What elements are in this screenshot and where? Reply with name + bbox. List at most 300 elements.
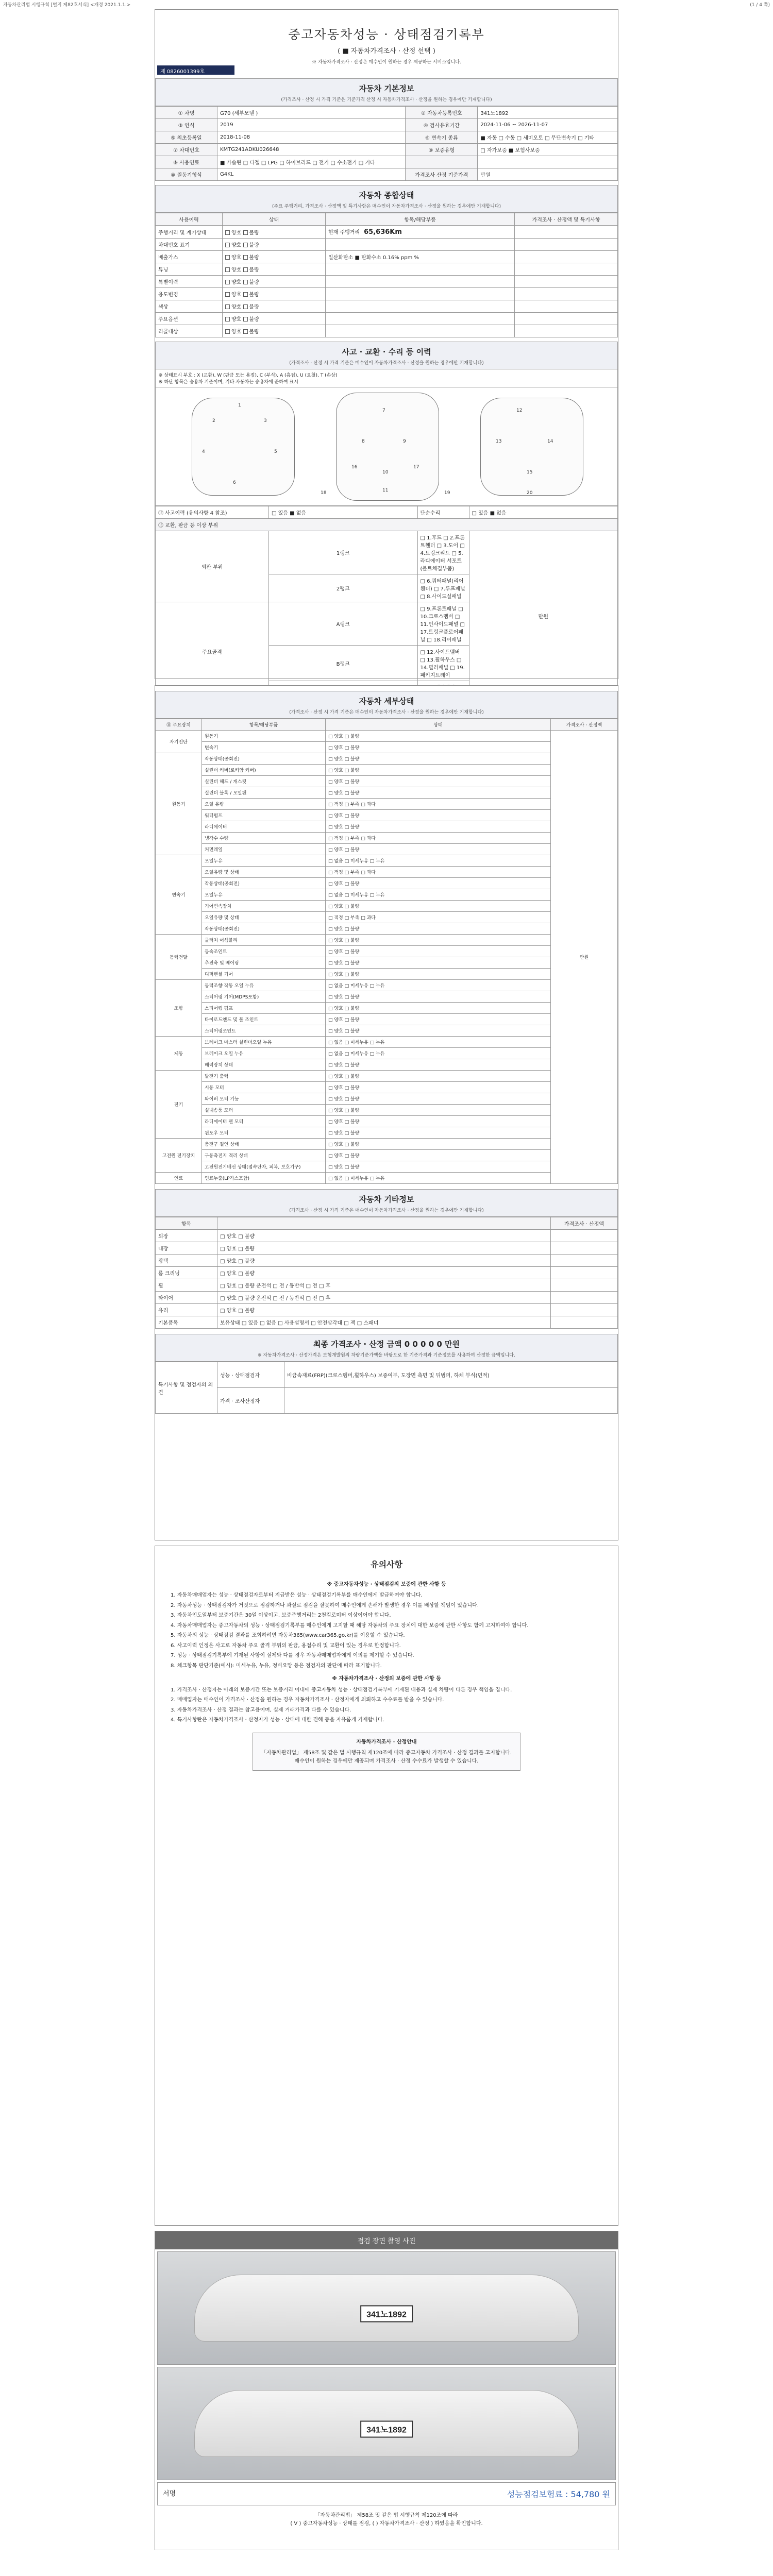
pricing-guide-text: 「자동차관리법」 제58조 및 같은 법 시행규칙 제120조에 따라 중고자동차 가격조사 · 산정 결과를 고지합니다. 매수인이 원하는 경우에만 제공되며 가격조사 · 산정 수수료가 발생할 수 있습니다. xyxy=(261,1750,512,1764)
basic-info-title: 자동차 기본정보 xyxy=(359,84,414,93)
other-item-state: □ 양호 □ 불량 운전석 □ 전 / 동반석 □ 전 □ 후 xyxy=(217,1279,551,1292)
notice-item: 7. 성능 · 상태점검기록부에 기재된 사항이 실제와 다를 경우 자동차매매업자에게 이의를 제기할 수 있습니다. xyxy=(171,1653,414,1659)
detail-item-label: 작동상태(공회전) xyxy=(202,753,326,765)
basic-key: ⑨ 사용연료 xyxy=(156,156,217,168)
checkbox-good xyxy=(225,329,230,334)
summary-row xyxy=(156,276,618,288)
special-notes-table xyxy=(155,1362,618,1414)
detail-row xyxy=(156,1116,618,1127)
car-outline-front xyxy=(192,398,295,496)
other-row xyxy=(156,1255,618,1267)
detail-item-state: □ 양호 □ 불량 xyxy=(326,1161,551,1173)
other-item-state: □ 양호 □ 불량 xyxy=(217,1230,551,1242)
outer-panel-label: 외판 부위 xyxy=(156,531,269,602)
other-note: (가격조사 · 산정 시 가격 기준은 매수인이 자동차가격조사 · 산정을 원하는 경우에만 기재합니다) xyxy=(289,1208,484,1213)
emission-value: 일산화탄소 ■ 탄화수소 0.16% ppm % xyxy=(328,255,419,261)
detail-price-unit: 만원 xyxy=(551,731,618,1184)
summary-row-detail xyxy=(326,263,515,276)
notice-list-1 xyxy=(171,1591,602,1670)
detail-item-label: 냉각수 수량 xyxy=(202,833,326,844)
detail-row xyxy=(156,765,618,776)
detail-item-state: □ 적정 □ 부족 □ 과다 xyxy=(326,867,551,878)
accident-price-unit: 만원 xyxy=(469,531,618,701)
detail-item-state: □ 없음 □ 미세누유 □ 누유 xyxy=(326,980,551,991)
summary-row-detail xyxy=(326,288,515,300)
final-amount-header xyxy=(155,1334,618,1362)
detail-item-state: □ 양호 □ 불량 xyxy=(326,1014,551,1025)
notice-item: 1. 가격조사 · 산정자는 아래의 보증기간 또는 보증거리 이내에 중고자동차 성능 · 상태점검기록부에 기재된 내용과 실제 차량이 다른 경우 책임을 집니다. xyxy=(171,1687,512,1693)
summary-row xyxy=(156,300,618,313)
detail-item-label: 오일유량 및 상태 xyxy=(202,867,326,878)
summary-row-price xyxy=(515,263,618,276)
detail-item-state: □ 양호 □ 불량 xyxy=(326,946,551,957)
insurance-fee: 성능점검보험료 : 54,780 원 xyxy=(507,2489,610,2499)
basic-value: ■ 가솔린 □ 디젤 □ LPG □ 하이브리드 □ 전기 □ 수소전기 □ 기타 xyxy=(217,156,406,168)
detail-group-label: 고전원 전기장치 xyxy=(156,1139,202,1173)
part-heading: ⑬ 교환, 판금 등 이상 부위 xyxy=(156,519,618,531)
summary-col-state: 상태 xyxy=(223,213,326,226)
other-row xyxy=(156,1292,618,1304)
detail-group-label: 연료 xyxy=(156,1173,202,1184)
rank2-items: □ 6.쿼터패널(리어휀더) □ 7.루프패널 □ 8.사이드실패널 xyxy=(417,574,469,602)
basic-key: ④ 검사유효기간 xyxy=(406,119,478,131)
panel-number: 2 xyxy=(212,418,215,423)
detail-item-state: □ 양호 □ 불량 xyxy=(326,810,551,821)
other-item-label: 유리 xyxy=(156,1304,217,1316)
top-bar xyxy=(0,0,773,7)
notice-item: 3. 자동차인도일부터 보증기간은 30일 이상이고, 보증주행거리는 2천킬로미터 이상이어야 합니다. xyxy=(171,1613,391,1619)
detail-row xyxy=(156,901,618,912)
detail-item-state: □ 양호 □ 불량 xyxy=(326,731,551,742)
basic-key xyxy=(406,156,478,168)
panel-number: 18 xyxy=(321,490,327,496)
notice-item: 1. 자동차매매업자는 성능 · 상태점검자로부터 지급받은 성능 · 상태점검기록부를 매수인에게 발급하여야 합니다. xyxy=(171,1592,423,1599)
detail-item-label: 실린더 커버(로커암 커버) xyxy=(202,765,326,776)
summary-table xyxy=(155,213,618,337)
panel-number: 8 xyxy=(362,439,365,444)
detail-group-label: 제동 xyxy=(156,1037,202,1071)
basic-key: ② 자동차등록번호 xyxy=(406,107,478,119)
notice-subheading-1: ※ 중고자동차성능 · 상태점검의 보증에 관한 사항 등 xyxy=(327,1581,446,1587)
detail-item-label: 워터펌프 xyxy=(202,810,326,821)
detail-item-state: □ 양호 □ 불량 xyxy=(326,901,551,912)
detail-row xyxy=(156,787,618,799)
frame-b-items: □ 12.사이드멤버 □ 13.휠하우스 □ 14.필러패널 □ 19.패키지트레이 xyxy=(417,646,469,681)
basic-value: 2024-11-06 ~ 2026-11-07 xyxy=(478,119,618,131)
basic-value: ■ 자동 □ 수동 □ 세미오토 □ 무단변속기 □ 기타 xyxy=(478,131,618,144)
detail-row xyxy=(156,1139,618,1150)
detail-group-label: 자기진단 xyxy=(156,731,202,753)
summary-col-item: 항목/해당부품 xyxy=(326,213,515,226)
accident-header xyxy=(155,342,618,369)
detail-item-state: □ 양호 □ 불량 xyxy=(326,935,551,946)
basic-key: ⑦ 차대번호 xyxy=(156,144,217,156)
detail-item-label: 타이로드엔드 및 볼 조인트 xyxy=(202,1014,326,1025)
detail-row xyxy=(156,1173,618,1184)
signature-label: 서명 xyxy=(163,2490,176,2498)
other-item-state: □ 양호 □ 불량 xyxy=(217,1255,551,1267)
basic-info-table xyxy=(155,106,618,181)
other-item-label: 휠 xyxy=(156,1279,217,1292)
detail-item-label: 와이퍼 모터 기능 xyxy=(202,1093,326,1105)
detail-item-label: 브레이크 오일 누유 xyxy=(202,1048,326,1059)
checkbox-good xyxy=(225,230,230,235)
summary-row-label: 색상 xyxy=(156,300,223,313)
detail-item-state: □ 양호 □ 불량 xyxy=(326,923,551,935)
detail-item-state: □ 양호 □ 불량 xyxy=(326,878,551,889)
accident-history-value: □ 있음 ■ 없음 xyxy=(269,506,418,519)
detail-col-price: 가격조사 · 산정액 xyxy=(551,719,618,731)
detail-row xyxy=(156,935,618,946)
detail-item-state: □ 양호 □ 불량 xyxy=(326,1127,551,1139)
basic-info-note: (가격조사 · 산정 시 가격 기준은 기준가격 산정 시 자동차가격조사 · 산정을 원하는 경우에만 기재합니다) xyxy=(281,97,492,103)
detail-item-label: 라디에이터 xyxy=(202,821,326,833)
detail-col-device: ⑭ 주요장치 xyxy=(156,719,202,731)
detail-item-label: 스티어링 펌프 xyxy=(202,1003,326,1014)
license-plate: 341노1892 xyxy=(360,2305,413,2322)
detail-item-state: □ 양호 □ 불량 xyxy=(326,969,551,980)
checkbox-bad xyxy=(243,317,248,321)
detail-row xyxy=(156,1105,618,1116)
detail-item-state: □ 양호 □ 불량 xyxy=(326,1093,551,1105)
accident-note: (가격조사 · 산정 시 가격 기준은 매수인이 자동차가격조사 · 산정을 원하는 경우에만 기재합니다) xyxy=(289,361,484,366)
detail-group-label: 전기 xyxy=(156,1071,202,1139)
detail-item-state: □ 양호 □ 불량 xyxy=(326,991,551,1003)
detail-row xyxy=(156,742,618,753)
checkbox-good xyxy=(225,243,230,247)
basic-value: 2019 xyxy=(217,119,406,131)
document-number-label: 제 xyxy=(160,69,165,75)
other-table xyxy=(155,1217,618,1329)
pricer-label: 가격 · 조사산정자 xyxy=(217,1388,284,1414)
detail-item-label: 작동상태(공회전) xyxy=(202,878,326,889)
detail-item-label: 추진축 및 베어링 xyxy=(202,957,326,969)
detail-item-label: 라디에이터 팬 모터 xyxy=(202,1116,326,1127)
car-outline-under xyxy=(480,398,583,496)
notice-subheading-2: ※ 자동차가격조사 · 산정의 보증에 관한 사항 등 xyxy=(332,1676,441,1682)
basic-info-row xyxy=(156,144,618,156)
notice-item: 4. 자동차매매업자는 중고자동차의 성능 · 상태점검기록부를 매수인에게 고지할 때 해당 자동차의 주요 장치에 대한 보증에 관한 사항도 함께 고지하여야 합니다. xyxy=(171,1622,529,1629)
panel-number: 1 xyxy=(238,403,241,408)
detail-item-state: □ 양호 □ 불량 xyxy=(326,1059,551,1071)
basic-value: 341노1892 xyxy=(478,107,618,119)
rank2-label: 2랭크 xyxy=(269,574,418,602)
detail-item-label: 연료누출(LP가스포함) xyxy=(202,1173,326,1184)
basic-value: KMTG241ADKU026648 xyxy=(217,144,406,156)
summary-row-label: 주요옵션 xyxy=(156,313,223,325)
checkbox-good xyxy=(225,267,230,272)
inspection-sheet-page-2 xyxy=(155,685,618,1540)
detail-item-label: 원동기 xyxy=(202,731,326,742)
notice-list-2 xyxy=(171,1686,602,1724)
detail-item-state: □ 양호 □ 불량 xyxy=(326,844,551,855)
panel-number: 11 xyxy=(382,488,389,493)
other-item-label: 룸 크리닝 xyxy=(156,1267,217,1279)
checkbox-bad xyxy=(243,255,248,260)
panel-number: 19 xyxy=(444,490,450,496)
detail-row xyxy=(156,957,618,969)
summary-row-detail xyxy=(326,251,515,263)
vehicle-damage-diagram xyxy=(155,387,618,506)
detail-row xyxy=(156,776,618,787)
other-item-state: □ 양호 □ 불량 운전석 □ 전 / 동반석 □ 전 □ 후 xyxy=(217,1292,551,1304)
notice-section xyxy=(155,1546,618,1784)
checker-label: 성능 · 상태점검자 xyxy=(217,1362,284,1388)
summary-row-label: 리콜대상 xyxy=(156,325,223,337)
final-amount-note: ※ 자동차가격조사 · 산정가격은 보험개발원의 차량기준가액을 바탕으로 한 기준가격과 기준정보를 사용하여 산정한 금액입니다. xyxy=(258,1353,515,1358)
accident-legend: ※ 상태표시 부호 : X (교환), W (판금 또는 용접), C (부식), A (흠집), U (요철), T (손상) xyxy=(159,373,338,378)
other-row xyxy=(156,1267,618,1279)
inspection-photo-front xyxy=(157,2367,616,2480)
detail-item-state: □ 없음 □ 미세누유 □ 누유 xyxy=(326,1048,551,1059)
detail-item-state: □ 양호 □ 불량 xyxy=(326,765,551,776)
detail-item-state: □ 양호 □ 불량 xyxy=(326,1003,551,1014)
basic-info-row xyxy=(156,107,618,119)
footer-line-1: 「자동차관리법」 제58조 및 같은 법 시행규칙 제120조에 따라 xyxy=(315,2513,458,2518)
detail-item-label: 시동 모터 xyxy=(202,1082,326,1093)
basic-value: 만원 xyxy=(478,168,618,181)
document-number-value: 0826001399호 xyxy=(166,69,205,75)
special-notes-label: 특기사항 및 점검자의 의견 xyxy=(156,1362,217,1414)
basic-key: ⑥ 변속기 종류 xyxy=(406,131,478,144)
other-row xyxy=(156,1304,618,1316)
summary-row xyxy=(156,239,618,251)
detail-item-label: 커먼레일 xyxy=(202,844,326,855)
detail-row xyxy=(156,844,618,855)
basic-info-row xyxy=(156,119,618,131)
rank1-label: 1랭크 xyxy=(269,531,418,574)
other-item-state: □ 양호 □ 불량 xyxy=(217,1242,551,1255)
main-frame-label: 주요골격 xyxy=(156,602,269,701)
confirmation-footer xyxy=(155,2507,618,2532)
basic-value: 2018-11-08 xyxy=(217,131,406,144)
detail-row xyxy=(156,1037,618,1048)
detail-item-label: 등속조인트 xyxy=(202,946,326,957)
panel-number: 7 xyxy=(382,408,385,413)
summary-row-price xyxy=(515,239,618,251)
checkbox-good xyxy=(225,317,230,321)
detail-item-state: □ 양호 □ 불량 xyxy=(326,787,551,799)
detail-item-state: □ 없음 □ 미세누유 □ 누유 xyxy=(326,889,551,901)
basic-value: G70 (세부모델 ) xyxy=(217,107,406,119)
detail-item-state: □ 양호 □ 불량 xyxy=(326,821,551,833)
detail-row xyxy=(156,980,618,991)
detail-row xyxy=(156,1003,618,1014)
document-title: 중고자동차성능 · 상태점검기록부 xyxy=(288,27,485,42)
basic-value xyxy=(478,156,618,168)
notice-item: 2. 자동차성능 · 상태점검자가 거짓으로 점검하거나 과실로 점검을 잘못하여 매수인에게 손해가 발생한 경우 이를 배상할 책임이 있습니다. xyxy=(171,1602,479,1608)
checkbox-good xyxy=(225,280,230,284)
other-item-price xyxy=(551,1279,618,1292)
detail-item-label: 실내송풍 모터 xyxy=(202,1105,326,1116)
detail-item-state: □ 적정 □ 부족 □ 과다 xyxy=(326,912,551,923)
other-item-price xyxy=(551,1304,618,1316)
other-item-price xyxy=(551,1255,618,1267)
summary-row-state: 양호 불량 xyxy=(223,251,326,263)
summary-col-history: 사용이력 xyxy=(156,213,223,226)
accident-sub-note: ※ 하단 항목은 승용차 기준이며, 기타 자동차는 승용차에 준하여 표시 xyxy=(159,380,298,385)
basic-key: ① 차명 xyxy=(156,107,217,119)
detail-group-label: 조향 xyxy=(156,980,202,1037)
detail-item-label: 오일 유량 xyxy=(202,799,326,810)
summary-row-state: 양호 불량 xyxy=(223,288,326,300)
detail-item-label: 오일유량 및 상태 xyxy=(202,912,326,923)
detail-row xyxy=(156,1048,618,1059)
detail-item-state: □ 양호 □ 불량 xyxy=(326,957,551,969)
footer-line-2: ( V ) 중고자동차성능 · 상태를 점검, ( ) 자동차가격조사 · 산정 ) 하였음을 확인합니다. xyxy=(290,2521,483,2527)
detail-row xyxy=(156,1059,618,1071)
summary-row-price xyxy=(515,276,618,288)
basic-key: ⑧ 보증유형 xyxy=(406,144,478,156)
checkbox-bad xyxy=(243,243,248,247)
detail-item-label: 실린더 블록 / 오일팬 xyxy=(202,787,326,799)
summary-row-label: 배출가스 xyxy=(156,251,223,263)
detail-item-state: □ 없음 □ 미세누유 □ 누유 xyxy=(326,1037,551,1048)
summary-row xyxy=(156,263,618,276)
detail-item-state: □ 양호 □ 불량 xyxy=(326,742,551,753)
detail-item-state: □ 양호 □ 불량 xyxy=(326,1071,551,1082)
final-amount-value: 0 0 0 0 0 만원 xyxy=(404,1340,460,1349)
summary-row-state: 양호 불량 xyxy=(223,325,326,337)
other-col-price: 가격조사 · 산정액 xyxy=(551,1217,618,1230)
detail-item-state: □ 적정 □ 부족 □ 과다 xyxy=(326,833,551,844)
detail-row xyxy=(156,878,618,889)
other-item-label: 외장 xyxy=(156,1230,217,1242)
summary-row-detail xyxy=(326,325,515,337)
document-number xyxy=(157,65,234,75)
detail-row xyxy=(156,991,618,1003)
detail-row xyxy=(156,867,618,878)
detail-item-label: 충전구 절연 상태 xyxy=(202,1139,326,1150)
detail-row xyxy=(156,753,618,765)
other-item-label: 타이어 xyxy=(156,1292,217,1304)
panel-number: 9 xyxy=(403,439,406,444)
summary-row-price xyxy=(515,251,618,263)
detail-row xyxy=(156,833,618,844)
document-subtitle: ( ■ 자동차가격조사 · 산정 선택 ) xyxy=(338,47,435,55)
frame-a-label: A랭크 xyxy=(269,602,418,646)
basic-items-value: 보유상태 □ 있음 □ 없음 □ 사용설명서 □ 안전삼각대 □ 잭 □ 스패너 xyxy=(217,1316,551,1329)
basic-key: ⑤ 최초등록일 xyxy=(156,131,217,144)
other-item-price xyxy=(551,1267,618,1279)
detail-item-label: 스티어링 기어(MDPS포함) xyxy=(202,991,326,1003)
basic-info-header xyxy=(155,78,618,106)
accident-title: 사고 · 교환 · 수리 등 이력 xyxy=(342,347,431,357)
summary-row-detail xyxy=(326,239,515,251)
detail-col-item: 항목/해당부품 xyxy=(202,719,326,731)
detail-item-state: □ 양호 □ 불량 xyxy=(326,1082,551,1093)
other-row xyxy=(156,1242,618,1255)
basic-info-row xyxy=(156,156,618,168)
license-plate-2: 341노1892 xyxy=(360,2420,413,2437)
detail-item-label: 작동상태(공회전) xyxy=(202,923,326,935)
summary-row-label: 용도변경 xyxy=(156,288,223,300)
accident-summary-table xyxy=(155,506,618,701)
summary-row-label: 차대번호 표기 xyxy=(156,239,223,251)
notice-item: 2. 매매업자는 매수인이 가격조사 · 산정을 원하는 경우 자동차가격조사 · 산정자에게 의뢰하고 수수료를 받을 수 있습니다. xyxy=(171,1697,444,1703)
summary-row-label: 주행거리 및 계기상태 xyxy=(156,226,223,239)
simple-repair-label: 단순수리 xyxy=(417,506,469,519)
detail-item-label: 스티어링조인트 xyxy=(202,1025,326,1037)
summary-header xyxy=(155,185,618,213)
notice-item: 4. 특기사항란은 자동차가격조사 · 산정자가 성능 · 상태에 대한 견해 등을 자유롭게 기재합니다. xyxy=(171,1717,384,1723)
detail-item-label: 오일누유 xyxy=(202,855,326,867)
notice-title: 유의사항 xyxy=(371,1560,402,1569)
signature-row xyxy=(157,2482,616,2505)
checkbox-good xyxy=(225,304,230,309)
final-amount-label: 최종 가격조사 · 산정 금액 xyxy=(313,1340,402,1349)
summary-row-detail xyxy=(326,300,515,313)
detail-item-state: □ 양호 □ 불량 xyxy=(326,776,551,787)
summary-row xyxy=(156,251,618,263)
detail-row xyxy=(156,1014,618,1025)
other-row xyxy=(156,1279,618,1292)
detail-table xyxy=(155,719,618,1184)
form-reference: 자동차관리법 시행규칙 [별지 제82호서식] <개정 2021.1.1.> xyxy=(3,3,131,8)
detail-group-label: 변속기 xyxy=(156,855,202,935)
detail-title: 자동차 세부상태 xyxy=(359,697,414,706)
other-row xyxy=(156,1230,618,1242)
final-amount-title xyxy=(156,1338,617,1349)
detail-item-state: □ 없음 □ 미세누유 □ 누유 xyxy=(326,855,551,867)
detail-row xyxy=(156,912,618,923)
detail-header xyxy=(155,691,618,719)
detail-item-label: 고전원전기배선 상태(접속단자, 피복, 보호기구) xyxy=(202,1161,326,1173)
detail-group-label: 동력전달 xyxy=(156,935,202,980)
basic-items-label: 기본품목 xyxy=(156,1316,217,1329)
detail-item-state: □ 양호 □ 불량 xyxy=(326,1025,551,1037)
summary-row xyxy=(156,313,618,325)
detail-row xyxy=(156,731,618,742)
summary-row xyxy=(156,226,618,239)
other-item-state: □ 양호 □ 불량 xyxy=(217,1267,551,1279)
notice-item: 8. 체크항목 판단기준(예시): 미세누유, 누유, 정비요망 등은 점검자의 판단에 따라 표기합니다. xyxy=(171,1663,382,1669)
frame-a-items: □ 9.프론트패널 □ 10.크로스멤버 □ 11.인사이드패널 □ 17.트렁크플로어패널 □ 18.리어패널 xyxy=(417,602,469,646)
document-title-block xyxy=(155,10,618,65)
detail-item-label: 디퍼렌셜 기어 xyxy=(202,969,326,980)
detail-row xyxy=(156,1161,618,1173)
basic-key: ③ 연식 xyxy=(156,119,217,131)
simple-repair-value: □ 있음 ■ 없음 xyxy=(469,506,618,519)
detail-row xyxy=(156,1025,618,1037)
basic-key: 가격조사 산정 기준가격 xyxy=(406,168,478,181)
summary-row xyxy=(156,288,618,300)
summary-note: (주요 주행거리, 가격조사 · 산정액 및 특기사항은 매수인이 자동차가격조사 · 산정을 원하는 경우에만 기재합니다) xyxy=(272,204,501,209)
panel-number: 15 xyxy=(527,470,533,475)
checkbox-bad xyxy=(243,230,248,235)
detail-item-state: □ 양호 □ 불량 xyxy=(326,1116,551,1127)
panel-number: 17 xyxy=(413,465,419,470)
detail-row xyxy=(156,799,618,810)
checkbox-bad xyxy=(243,292,248,297)
detail-row xyxy=(156,946,618,957)
summary-row-detail xyxy=(326,226,515,239)
basic-info-row xyxy=(156,168,618,181)
checkbox-good xyxy=(225,255,230,260)
inspection-photo-rear xyxy=(157,2251,616,2365)
panel-number: 3 xyxy=(264,418,267,423)
summary-row-state: 양호 불량 xyxy=(223,226,326,239)
basic-info-row xyxy=(156,131,618,144)
detail-row xyxy=(156,889,618,901)
detail-note: (가격조사 · 산정 시 가격 기준은 매수인이 자동차가격조사 · 산정을 원하는 경우에만 기재합니다) xyxy=(289,710,484,715)
other-col-item: 항목 xyxy=(156,1217,217,1230)
detail-item-label: 윈도우 모터 xyxy=(202,1127,326,1139)
panel-number: 4 xyxy=(202,449,205,454)
detail-row xyxy=(156,1093,618,1105)
summary-row-detail xyxy=(326,276,515,288)
detail-row xyxy=(156,1071,618,1082)
